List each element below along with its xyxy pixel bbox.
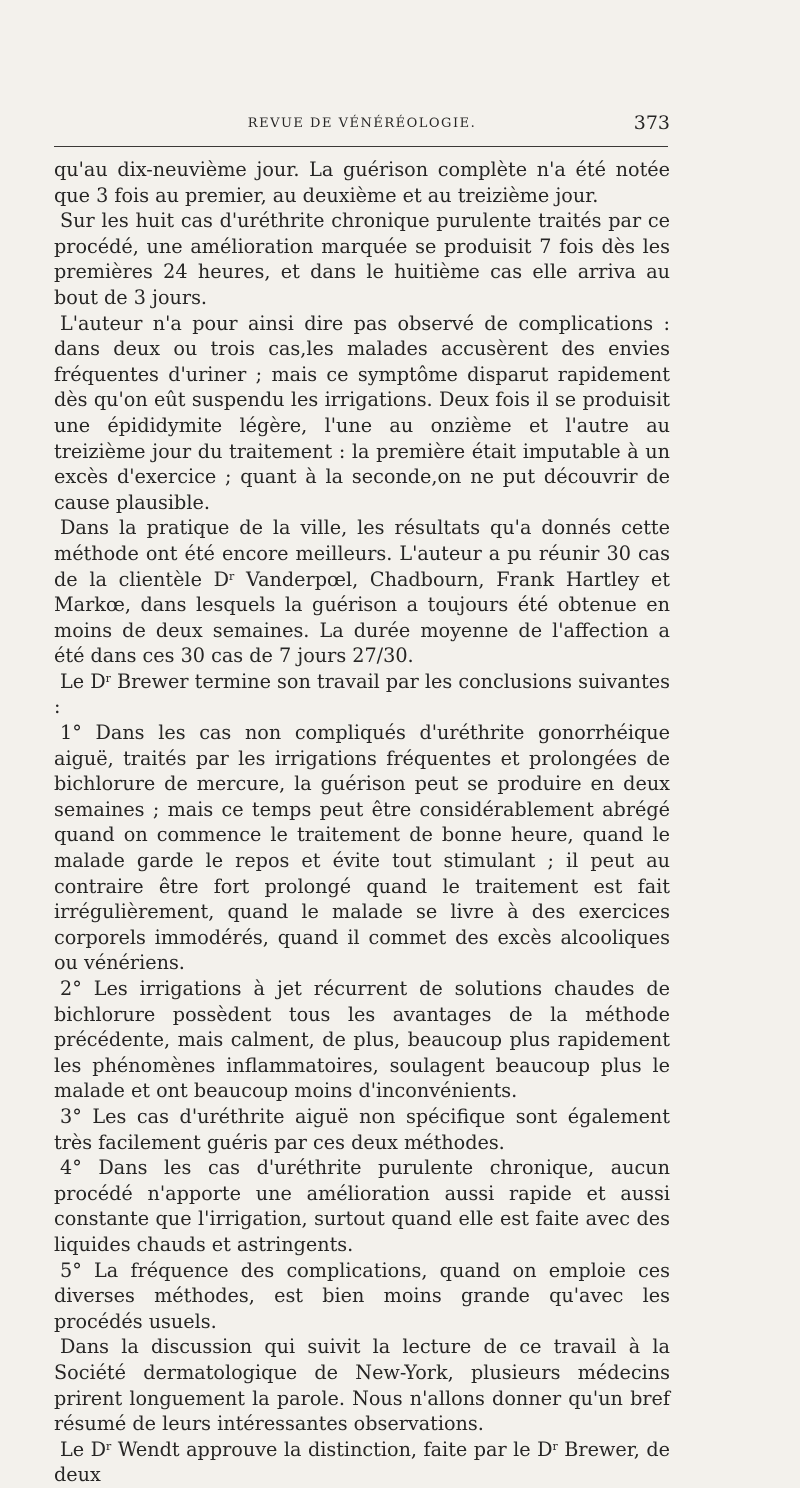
paragraph: 4° Dans les cas d'uréthrite purulente chronique, aucun procédé n'apporte une amélioration aussi rapide et aussi constante que l'irrigation, surtout quand elle est faite avec des liquides chauds et astringents. [54, 1156, 670, 1256]
page-number: 373 [633, 112, 670, 134]
text-run: Vanderpœl, Chadbourn, Frank Hartley et Markœ, dans lesquels la guérison a toujours été obtenue en moins de deux semaines. La durée moyenne de l'affection a été dans ces 30 cas de 7 jours 27/30. [54, 567, 670, 668]
paragraph [54, 515, 670, 669]
page-header [54, 112, 670, 136]
paragraph: L'auteur n'a pour ainsi dire pas observé de complications : dans deux ou trois cas,les malades accusèrent des envies fréquentes d'uriner ; mais ce symptôme disparut rapidement dès qu'on eût suspendu les irrigations. Deux fois il se produisit une épididymite légère, l'une au onzième et l'autre au treizième jour du traitement : la première était imputable à un excès d'exercice ; quant à la seconde,on ne put découvrir de cause plausible. [54, 311, 670, 514]
text-run: Le D [60, 1437, 106, 1461]
superscript: r [229, 569, 235, 583]
text-run: Wendt approuve la distinction, faite par le D [111, 1437, 553, 1461]
paragraph: Dans la discussion qui suivit la lecture de ce travail à la Société dermatologique de New-York, plusieurs médecins prirent longuement la parole. Nous n'allons donner qu'un bref résumé de leurs intéressantes observations. [54, 1335, 670, 1436]
paragraph: 2° Les irrigations à jet récurrent de solutions chaudes de bichlorure possèdent tous les avantages de la méthode précédente, mais calment, de plus, beaucoup plus rapidement les phénomènes inflammatoires, soulagent beaucoup plus le malade et ont beaucoup moins d'inconvénients. [54, 977, 670, 1103]
body-text [54, 157, 670, 1488]
paragraph: 5° La fréquence des complications, quand on emploie ces diverses méthodes, est bien moins grande qu'avec les procédés usuels. [54, 1258, 670, 1333]
running-head: REVUE DE VÉNÉRÉOLOGIE. [247, 116, 477, 131]
text-run: Brewer, de deux [54, 1437, 670, 1487]
text-run: Brewer termine son travail par les conclusions suivantes : [54, 669, 670, 719]
paragraph [54, 1437, 670, 1488]
paragraph [54, 669, 670, 720]
text-run: Dans la pratique de la ville, les résultats qu'a donnés cette méthode ont été encore meilleurs. L'auteur a pu réunir 30 cas de la clientèle D [54, 516, 670, 591]
superscript: r [552, 1439, 558, 1453]
paragraph: Sur les huit cas d'uréthrite chronique purulente traités par ce procédé, une amélioration marquée se produisit 7 fois dès les premières 24 heures, et dans le huitième cas elle arriva au bout de 3 jours. [54, 209, 670, 309]
superscript: r [105, 1439, 112, 1453]
superscript: r [105, 671, 111, 685]
text-run: Le D [60, 669, 106, 693]
paragraph: 1° Dans les cas non compliqués d'uréthrite gonorrhéique aiguë, traités par les irrigations fréquentes et prolongées de bichlorure de mercure, la guérison peut se produire en deux semaines ; mais ce temps peut être considérablement abrégé quand on commence le traitement de bonne heure, quand le malade garde le repos et évite tout stimulant ; il peut au contraire être fort prolongé quand le traitement est fait irrégulièrement, quand le malade se livre à des exercices corporels immodérés, quand il commet des excès alcooliques ou vénériens. [54, 721, 670, 975]
paragraph: 3° Les cas d'uréthrite aiguë non spécifique sont également très facilement guéris par ces deux méthodes. [54, 1104, 670, 1154]
paragraph: qu'au dix-neuvième jour. La guérison complète n'a été notée que 3 fois au premier, au deuxième et au treizième jour. [54, 158, 670, 207]
header-rule [54, 146, 668, 147]
